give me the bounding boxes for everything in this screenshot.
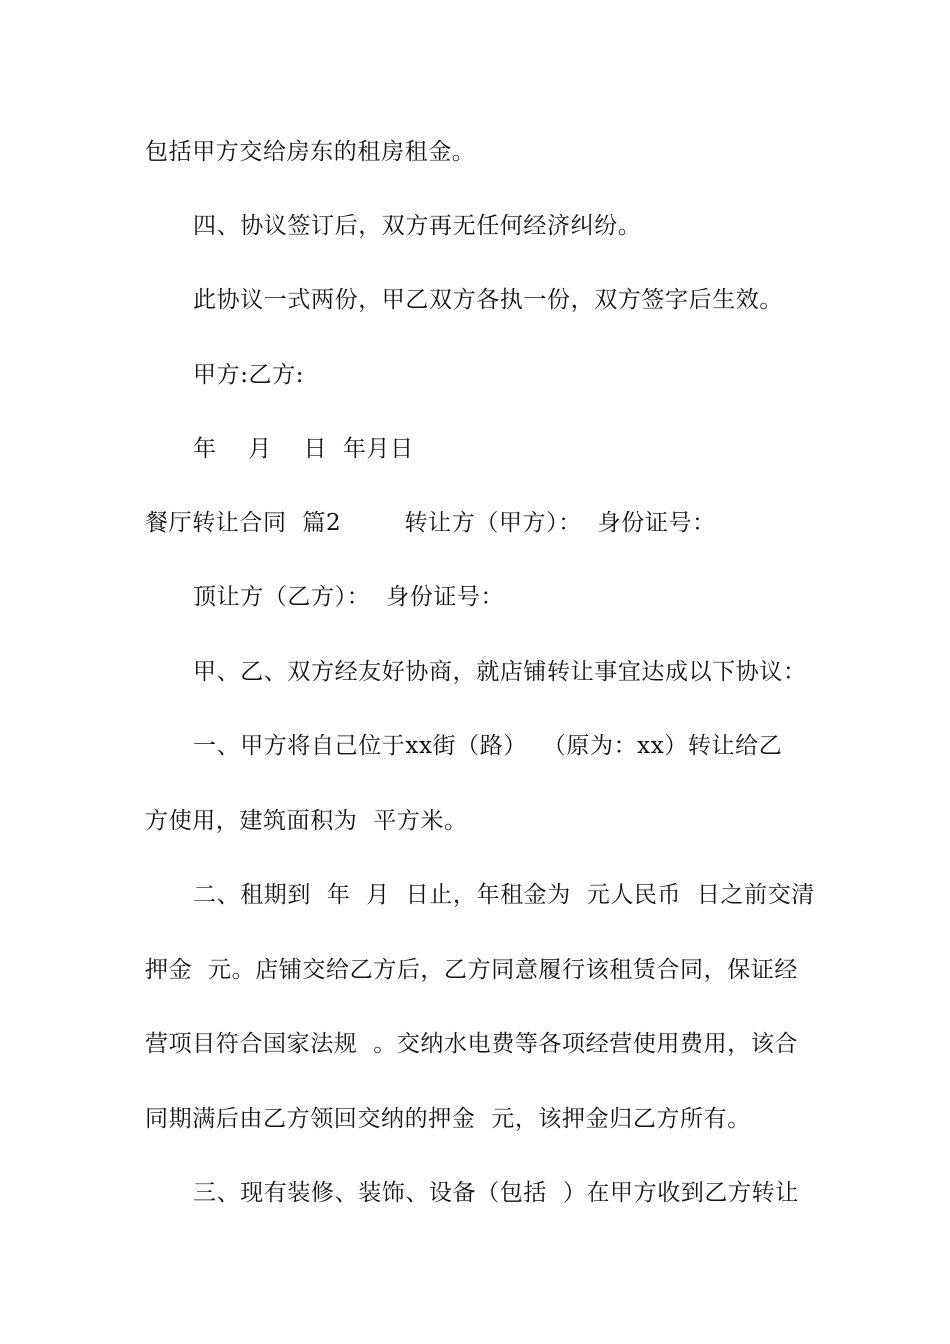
paragraph-line: 甲、乙、双方经友好协商，就店铺转让事宜达成以下协议： <box>193 659 807 685</box>
paragraph-line: 顶让方（乙方）： 身份证号： <box>193 584 505 610</box>
paragraph-line: 包括甲方交给房东的租房租金。 <box>145 139 476 165</box>
signature-parties-line: 甲方:乙方: <box>193 362 305 388</box>
paragraph-line: 同期满后由乙方领回交纳的押金 元，该押金归乙方所有。 <box>145 1106 751 1132</box>
paragraph-line: 此协议一式两份，甲乙双方各执一份，双方签字后生效。 <box>193 287 783 313</box>
paragraph-line: 三、现有装修、装饰、设备（包括 ）在甲方收到乙方转让 <box>193 1180 799 1206</box>
paragraph-line: 一、甲方将自己位于xx街（路） （原为：xx）转让给乙 <box>193 733 783 759</box>
paragraph-line: 押金 元。店铺交给乙方后，乙方同意履行该租赁合同，保证经 <box>145 957 799 983</box>
paragraph-line: 营项目符合国家法规 。交纳水电费等各项经营使用费用，该合 <box>145 1031 799 1057</box>
paragraph-line: 方使用，建筑面积为 平方米。 <box>145 808 468 834</box>
paragraph-line: 四、协议签订后，双方再无任何经济纠纷。 <box>193 213 642 239</box>
date-line: 年 月 日 年月日 <box>193 436 414 462</box>
contract-title-line: 餐厅转让合同 篇2 转让方（甲方）： 身份证号： <box>145 510 716 536</box>
paragraph-line: 二、租期到 年 月 日止，年租金为 元人民币 日之前交清 <box>193 882 815 908</box>
